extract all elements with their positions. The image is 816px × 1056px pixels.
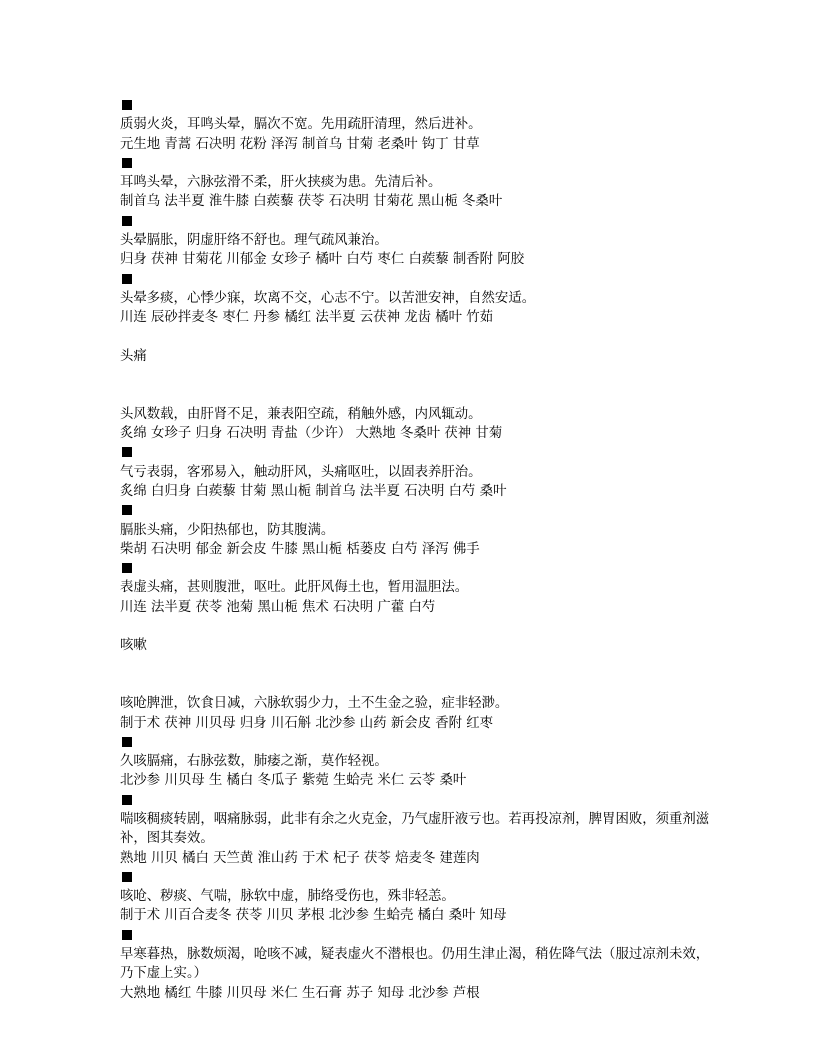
square-bullet-icon (122, 274, 132, 284)
case-description: 头晕膈胀，阴虚肝络不舒也。理气疏风兼治。 (120, 233, 388, 249)
herb-list: 大熟地 橘红 牛膝 川贝母 米仁 生石膏 苏子 知母 北沙参 芦根 (120, 985, 480, 1001)
square-bullet-icon (122, 930, 132, 940)
entry-marker (120, 270, 710, 289)
square-bullet-icon (122, 872, 132, 882)
case-description: 咳呛、秽痰、气喘，脉软中虚，肺络受伤也，殊非轻恙。 (120, 889, 455, 905)
section-heading: 咳嗽 (120, 638, 147, 654)
square-bullet-icon (122, 100, 132, 110)
case-description: 头晕多痰，心悸少寐，坎离不交，心志不宁。以苦泄安神，自然安适。 (120, 290, 536, 306)
herb-list: 炙绵 女珍子 归身 石决明 青盐（少许） 大熟地 冬桑叶 茯神 甘菊 (120, 426, 503, 442)
herb-list: 归身 茯神 甘菊花 川郁金 女珍子 橘叶 白芍 枣仁 白蒺藜 制香附 阿胶 (120, 252, 525, 268)
entry-marker (120, 926, 710, 945)
square-bullet-icon (122, 447, 132, 457)
herb-list: 制于术 川百合麦冬 茯苓 川贝 茅根 北沙参 生蛤壳 橘白 桑叶 知母 (120, 908, 507, 924)
herb-list: 川连 法半夏 茯苓 池菊 黑山栀 焦术 石决明 广藿 白芍 (120, 599, 436, 615)
case-description: 久咳膈痛，右脉弦数，肺痿之渐，莫作轻视。 (120, 754, 388, 770)
case-description: 咳呛脾泄，饮食日减，六脉软弱少力，土不生金之验，症非轻渺。 (120, 696, 509, 712)
square-bullet-icon (122, 737, 132, 747)
square-bullet-icon (122, 216, 132, 226)
case-description: 表虚头痛，甚则腹泄，呕吐。此肝风侮土也，暂用温胆法。 (120, 580, 469, 596)
entry-marker (120, 501, 710, 520)
section-general (120, 96, 710, 328)
entry-marker (120, 868, 710, 887)
herb-list: 北沙参 川贝母 生 橘白 冬瓜子 紫菀 生蛤壳 米仁 云苓 桑叶 (120, 773, 467, 789)
herb-list: 熟地 川贝 橘白 天竺黄 淮山药 于术 杞子 茯苓 焙麦冬 建莲肉 (120, 850, 480, 866)
herb-list: 炙绵 白归身 白蒺藜 甘菊 黑山栀 制首乌 法半夏 石决明 白芍 桑叶 (120, 483, 507, 499)
square-bullet-icon (122, 158, 132, 168)
square-bullet-icon (122, 505, 132, 515)
square-bullet-icon (122, 563, 132, 573)
entry-marker (120, 733, 710, 752)
entry-marker (120, 791, 710, 810)
section-cough (120, 636, 710, 1003)
case-description: 质弱火炎，耳鸣头晕，膈次不宽。先用疏肝清理，然后进补。 (120, 117, 482, 133)
section-heading: 头痛 (120, 348, 147, 364)
section-headache (120, 347, 710, 617)
square-bullet-icon (122, 795, 132, 805)
entry-marker (120, 154, 710, 173)
case-description: 喘咳稠痰转剧，咽痛脉弱，此非有余之火克金，乃气虚肝液亏也。若再投凉剂，脾胃困败，须重剂滋补，图其奏效。 (120, 811, 710, 847)
herb-list: 制首乌 法半夏 淮牛膝 白蒺藜 茯苓 石决明 甘菊花 黑山栀 冬桑叶 (120, 194, 503, 210)
entry-marker (120, 443, 710, 462)
herb-list: 元生地 青蒿 石决明 花粉 泽泻 制首乌 甘菊 老桑叶 钩丁 甘草 (120, 136, 480, 152)
case-description: 头风数载，由肝肾不足，兼表阳空疏，稍触外感，内风辄动。 (120, 406, 482, 422)
case-description: 早寒暮热，脉数烦渴，呛咳不减，疑表虚火不潜根也。仍用生津止渴，稍佐降气法（服过凉剂未效，乃下虚上实。） (120, 947, 710, 982)
case-description: 气亏表弱，客邪易入，触动肝风，头痛呕吐，以固表养肝治。 (120, 464, 482, 480)
entry-marker (120, 212, 710, 231)
case-description: 膈胀头痛，少阳热郁也，防其腹满。 (120, 522, 335, 538)
herb-list: 制于术 茯神 川贝母 归身 川石斛 北沙参 山药 新会皮 香附 红枣 (120, 715, 494, 731)
case-description: 耳鸣头晕，六脉弦滑不柔，肝火挟痰为患。先清后补。 (120, 175, 442, 191)
herb-list: 川连 辰砂拌麦冬 枣仁 丹参 橘红 法半夏 云茯神 龙齿 橘叶 竹茹 (120, 310, 494, 326)
document-body (120, 96, 710, 1003)
entry-marker (120, 96, 710, 115)
herb-list: 柴胡 石决明 郁金 新会皮 牛膝 黑山栀 栝蒌皮 白芍 泽泻 佛手 (120, 541, 480, 557)
entry-marker (120, 559, 710, 578)
